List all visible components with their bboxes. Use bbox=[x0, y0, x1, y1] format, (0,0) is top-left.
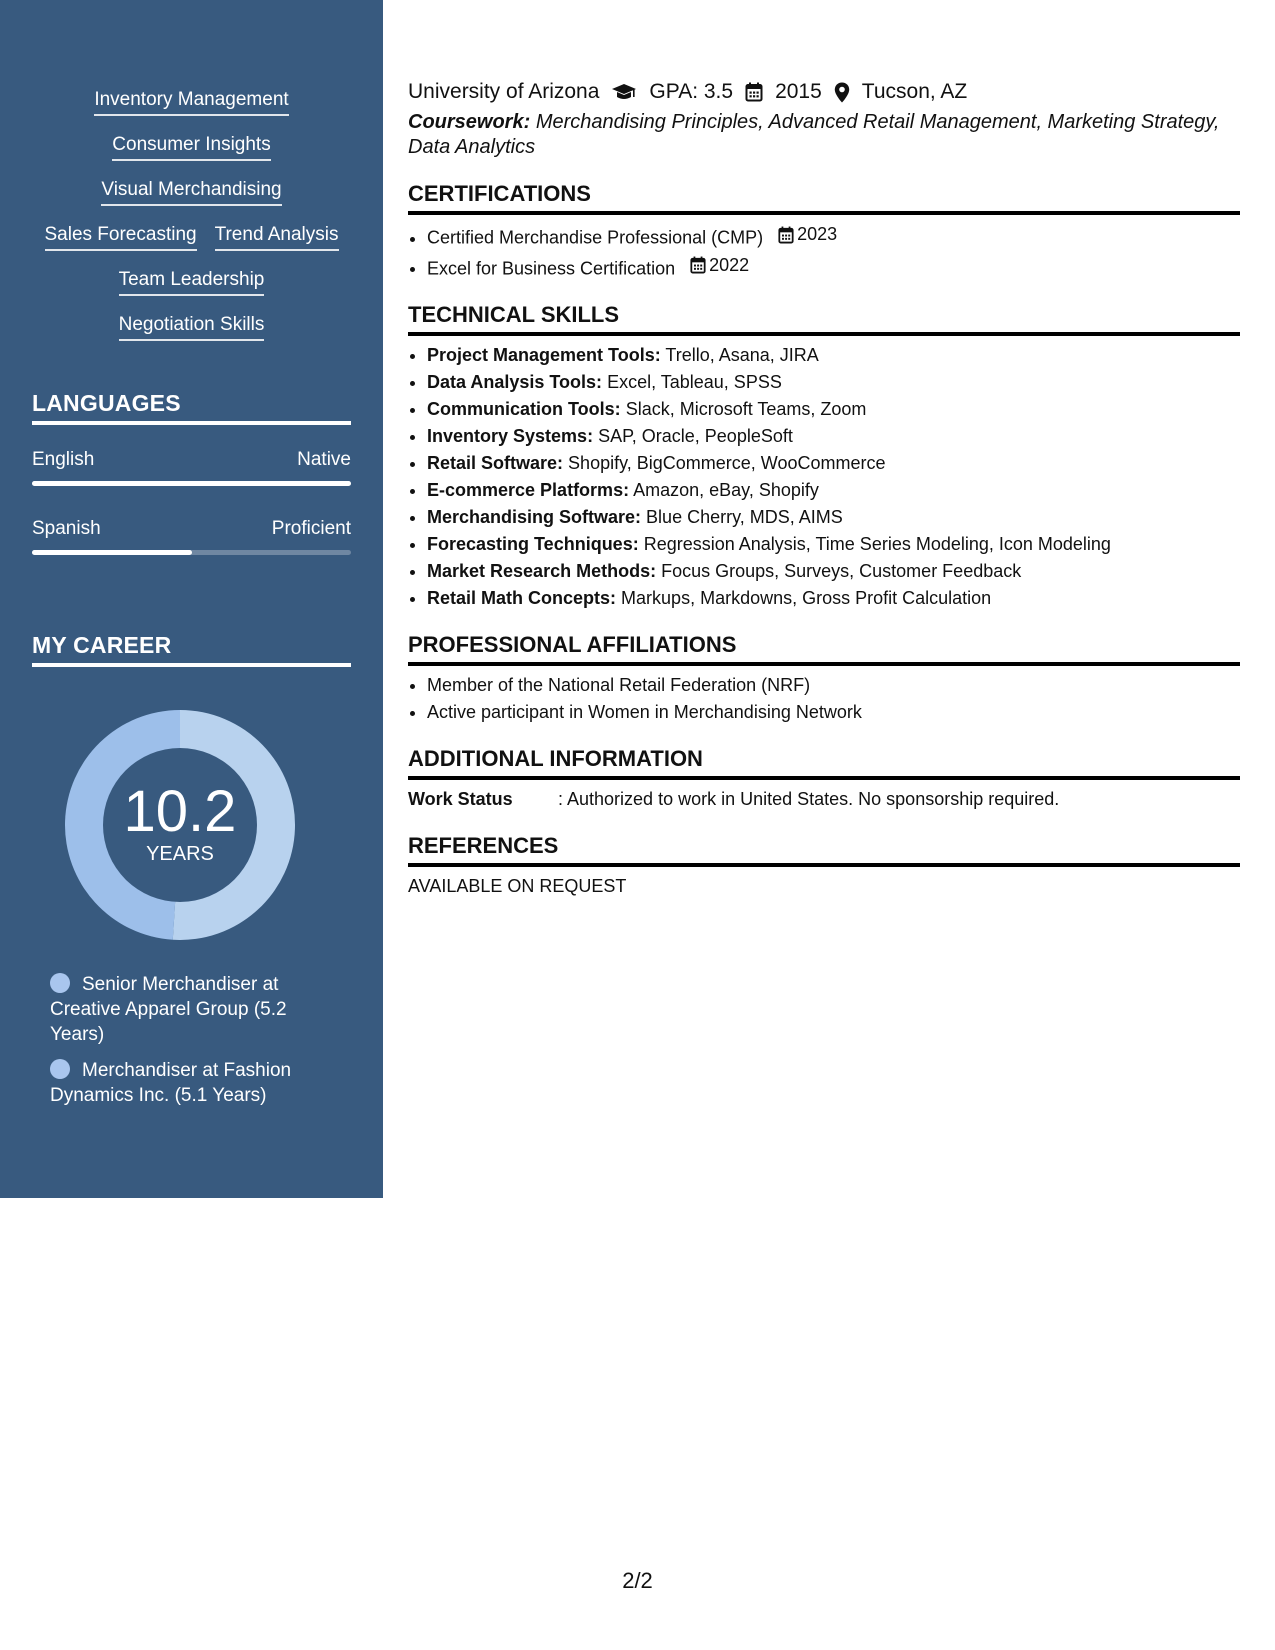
coursework bbox=[408, 110, 1240, 160]
skill-row bbox=[0, 178, 383, 223]
skill-tag[interactable]: Visual Merchandising bbox=[101, 178, 281, 206]
work-status-label: Work Status bbox=[408, 789, 513, 809]
skill-label: Inventory Systems: bbox=[427, 426, 594, 446]
school-name: University of Arizona bbox=[408, 80, 600, 103]
skill-value: Markups, Markdowns, Gross Profit Calculation bbox=[621, 588, 992, 608]
certification-year: 2023 bbox=[797, 224, 838, 244]
page-number: 2/2 bbox=[622, 1568, 653, 1593]
skill-value: Slack, Microsoft Teams, Zoom bbox=[625, 399, 867, 419]
graduation-year: 2015 bbox=[775, 80, 822, 103]
skill-value: Regression Analysis, Time Series Modeling, Icon Modeling bbox=[643, 534, 1111, 554]
section-title-technical-skills: TECHNICAL SKILLS bbox=[408, 302, 1240, 336]
career-years-value: 10.2 bbox=[123, 779, 237, 844]
certification-name: Certified Merchandise Professional (CMP) bbox=[427, 227, 764, 248]
career-item-text: Merchandiser at Fashion Dynamics Inc. (5.1 Years) bbox=[50, 1060, 292, 1106]
affiliations-list bbox=[408, 672, 1240, 726]
references-text: AVAILABLE ON REQUEST bbox=[408, 876, 627, 896]
language-row bbox=[32, 518, 351, 540]
skill-tag[interactable]: Consumer Insights bbox=[112, 133, 270, 161]
certification-date bbox=[778, 221, 837, 248]
language-bar-fill bbox=[32, 481, 351, 486]
skill-value: Excel, Tableau, SPSS bbox=[607, 372, 782, 392]
language-bar bbox=[32, 550, 351, 555]
skill-tag[interactable]: Team Leadership bbox=[119, 268, 265, 296]
language-name: English bbox=[32, 449, 95, 470]
skill-label: Merchandising Software: bbox=[427, 507, 642, 527]
skill-row bbox=[0, 223, 383, 268]
list-item: • Active participant in Women in Merchandising Network bbox=[427, 699, 1240, 726]
skill-label: Data Analysis Tools: bbox=[427, 372, 603, 392]
coursework-label: Coursework: bbox=[408, 111, 531, 133]
map-pin-icon bbox=[834, 82, 850, 103]
skill-value: Shopify, BigCommerce, WooCommerce bbox=[568, 453, 886, 473]
list-item bbox=[427, 558, 1240, 585]
career-item bbox=[50, 1058, 305, 1108]
language-level: Proficient bbox=[271, 518, 351, 539]
calendar-icon bbox=[778, 226, 794, 244]
skill-row bbox=[0, 268, 383, 313]
skill-value: Amazon, eBay, Shopify bbox=[633, 480, 819, 500]
section-title-certifications: CERTIFICATIONS bbox=[408, 181, 1240, 215]
skill-tag[interactable]: Sales Forecasting bbox=[45, 223, 197, 251]
school-location: Tucson, AZ bbox=[861, 80, 968, 103]
skill-row bbox=[0, 133, 383, 178]
skill-row bbox=[0, 313, 383, 358]
career-years-label: YEARS bbox=[146, 843, 214, 865]
list-item bbox=[427, 450, 1240, 477]
list-item bbox=[427, 423, 1240, 450]
list-item bbox=[427, 369, 1240, 396]
list-item bbox=[427, 396, 1240, 423]
bullet-dot-icon bbox=[50, 1059, 70, 1079]
language-row bbox=[32, 449, 351, 471]
list-item bbox=[427, 252, 1240, 283]
main-content bbox=[408, 78, 1240, 900]
certification-date bbox=[690, 252, 749, 279]
skill-value: SAP, Oracle, PeopleSoft bbox=[598, 426, 793, 446]
career-heading: MY CAREER bbox=[32, 632, 351, 667]
skill-tag[interactable]: Trend Analysis bbox=[215, 223, 339, 251]
coursework-value: Merchandising Principles, Advanced Retail Management, Marketing Strategy, Data Analytics bbox=[408, 111, 1220, 158]
skill-label: Market Research Methods: bbox=[427, 561, 657, 581]
list-item bbox=[427, 585, 1240, 612]
languages-heading: LANGUAGES bbox=[32, 390, 351, 425]
language-level: Native bbox=[297, 449, 351, 470]
skills-list bbox=[0, 88, 383, 358]
gpa: GPA: 3.5 bbox=[649, 80, 734, 103]
list-item bbox=[427, 342, 1240, 369]
skill-value: Focus Groups, Surveys, Customer Feedback bbox=[661, 561, 1022, 581]
language-bar bbox=[32, 481, 351, 486]
list-item: • Member of the National Retail Federation (NRF) bbox=[427, 672, 1240, 699]
certification-name: Excel for Business Certification bbox=[427, 258, 676, 278]
skill-value: Blue Cherry, MDS, AIMS bbox=[646, 507, 843, 527]
skill-label: Retail Software: bbox=[427, 453, 564, 473]
career-item bbox=[50, 972, 305, 1047]
certifications-list bbox=[408, 221, 1240, 282]
skill-tag[interactable]: Negotiation Skills bbox=[119, 313, 265, 341]
list-item bbox=[427, 221, 1240, 252]
list-item bbox=[427, 504, 1240, 531]
education-line bbox=[408, 78, 1240, 106]
language-bar-fill bbox=[32, 550, 192, 555]
bullet-dot-icon bbox=[50, 973, 70, 993]
skill-label: E-commerce Platforms: bbox=[427, 480, 630, 500]
technical-skills-list bbox=[408, 342, 1240, 612]
calendar-icon bbox=[745, 82, 763, 102]
list-item bbox=[427, 531, 1240, 558]
certification-year: 2022 bbox=[709, 254, 750, 275]
calendar-icon bbox=[690, 256, 706, 274]
skill-label: Retail Math Concepts: bbox=[427, 588, 617, 608]
graduation-cap-icon bbox=[611, 82, 637, 102]
skill-tag[interactable]: Inventory Management bbox=[94, 88, 288, 116]
skill-label: Forecasting Techniques: bbox=[427, 534, 639, 554]
section-title-additional-info: ADDITIONAL INFORMATION bbox=[408, 746, 1240, 780]
section-title-references: REFERENCES bbox=[408, 833, 1240, 867]
skill-value: Trello, Asana, JIRA bbox=[665, 345, 819, 365]
work-status bbox=[408, 786, 1240, 813]
section-title-affiliations: PROFESSIONAL AFFILIATIONS bbox=[408, 632, 1240, 666]
skill-label: Communication Tools: bbox=[427, 399, 621, 419]
language-name: Spanish bbox=[32, 518, 101, 539]
work-status-value: : Authorized to work in United States. No sponsorship required. bbox=[558, 789, 1060, 809]
career-item-text: Senior Merchandiser at Creative Apparel Group (5.2 Years) bbox=[50, 974, 287, 1045]
list-item bbox=[427, 477, 1240, 504]
skill-row bbox=[0, 88, 383, 133]
sidebar bbox=[0, 0, 383, 1198]
career-summary bbox=[65, 710, 295, 940]
skill-label: Project Management Tools: bbox=[427, 345, 661, 365]
